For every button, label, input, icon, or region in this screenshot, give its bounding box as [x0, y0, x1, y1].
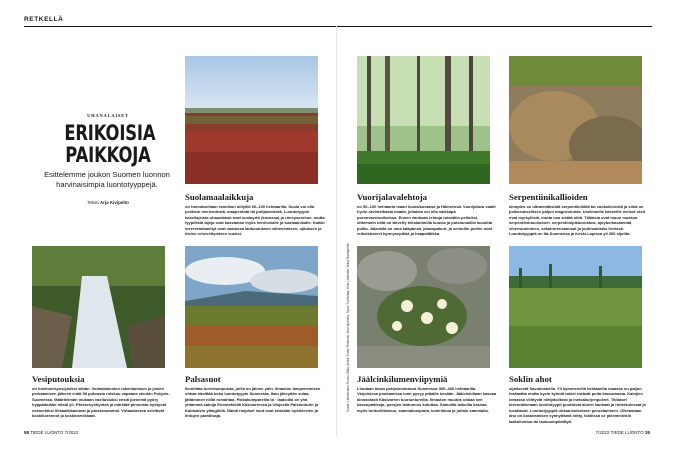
byline-author: Arja Kivipelto — [99, 200, 129, 205]
page-number-left: 58 — [24, 430, 30, 435]
article-subtitle: Esittelemme joukon Suomen luonnon harvinaisimpia luontotyyppejä. — [44, 170, 170, 189]
section-body: Löodaan aivan pohjoismmassa Suomessa 300–400 hehtaarilla. Varjoisissa poukamissa lumi pysyy pitkälle kesään. Jäälcinkillaan kasvaa alnnaolasti Käsivarren tuuriuntureilla. Ilmaston muutos uhkaa sen kasvupaikkoja, porojen laidunnus kuluttaa. Samoilla laikuilla kasvaa myös tunturilikaisuu, sammalvarpiota, lumirikkoa ja joitain sammalia. — [357, 385, 497, 413]
section-body: on 50–100 hehtaaria maan lounaisosassa ja Hämeessä. Vuorijalava vaatii hyvin ravinteikasta maata, jollaista voi olla vaikkapa puronvarsinotkoissa. Ennen vanhaan lehtoja raivattiin pelloiksi, sittemmin niitä on tärvelty tekolammilla kuusia ja puistomaiilla kuusitta puilla. Jalavalla on oma kääpänsä, jalavapakuri, ja sentoilin puihin ovat erikoistuneet kyrmysepikkä ja haapalätikka. — [357, 203, 496, 237]
section-title: Vesiputouksia — [32, 374, 85, 384]
header-rule — [24, 26, 652, 27]
magazine-name-left: TIEDE LUONTO — [30, 430, 64, 435]
photo-sokli-meadow — [509, 246, 642, 368]
section-salt-meadow — [185, 192, 325, 237]
page-gutter — [336, 26, 337, 436]
section-body: on harvakseltaan rannikon niityillä 60–100 hehtaarilla. Suola voi olla peräisin merivedestä, maaperästä tai pohjavedestä. Luontotyypin kasvilajeista uhanalaisia ovat suolayrtti (kuvassa) ja rönsysorsimo, mutta tyypillisiä lajeja ovat kasvaman myös meriluvialle ja suolaalnikalle. Kaikki merenrantaniityt ovat vaarassa laidunnuksen vähenemisen, ojituksen ja tiivien rehevöitymisen vuoksi. — [185, 203, 325, 237]
section-title: Serpentiinikallioiden — [509, 192, 588, 202]
section-body: sijaitsevat Savukoskella. Yli kymmenellä hehtaarilla maassa on paljon fosfaattia mutta hyvin kylmät talvet estävät puita kasvamasta. Kalojien lomassa viihtyvät niittyäsilkeat ja metsäkurjenpolvet. Tällaiset kivennäismaan luontotyypit puuttuvat alueet kankaat ja rinteetulevaat ja luvattavat. Luontotyyppiä uhkaa kaivoksen perustaminen. Olkeastaan aho on kaskeamisen synnyttämä niitty, fokilissa se pikemminkin laakoiluntua tai laukoumpilaittyä. — [509, 385, 646, 425]
section-label: RETKELLÄ — [24, 16, 64, 23]
section-serpentine — [509, 192, 649, 237]
photo-palsa-mire — [185, 246, 318, 368]
section-title: Vuorijalavalehtoja — [357, 192, 428, 202]
article-eyebrow: UHANALAISET — [87, 113, 129, 118]
section-title: Suolamaalaikkuja — [185, 192, 254, 202]
photo-elm-grove — [357, 56, 490, 184]
photo-salt-meadow — [185, 56, 318, 184]
section-body: kinnples on ultraemäksistä serpentiinikiltä tai vuoksikivestä ja siinä on poikkeuksellisen paljon magnesiumia. Uselmmille kasveille meiset oloit ovat myrkyllisiä, mutta osa sietää niitä. Tällaisia ovat muun muassa serpentiiniraunioinen, serpentiinipikkuruskea, ajoyberkasammal, viherraunioinen, sekahirrensammal ja jouhisaniaiss lievissä. Luontotyyppiä on Itä-Suomessa ja Keski-Lapissa yli 300 sijoilta. — [509, 203, 646, 237]
footer-right — [596, 430, 650, 435]
section-snowbed — [357, 374, 497, 413]
section-title: Jäälcinkilumenviipymiä — [357, 374, 448, 384]
section-body: Ikoniittaa turvekumpuista, joilla on jäinen ydin. Ilmaston lämpenemisen ohkaa hävittää koko luontotyypin Suomesta. Ikan jäkeydän sulaa, jättäminen niillä romahtaa. Palsakumpareilla ta · laakoilla on yhä yhtämmä sakoja Enontekiöllä Käsivarressa ja Utsjoella Paistunturin ja Kaldoaivin ylängöillä. Nämä rimpiset suot ovat keskään hyötelevien ja lintujen paratiisaja. — [185, 385, 321, 419]
magazine-name-right: TIEDE LUONTO — [610, 430, 644, 435]
section-elm-grove — [357, 192, 497, 237]
section-title: Soklin ahot — [509, 374, 552, 384]
issue-right: 7/2022 — [595, 430, 610, 435]
photo-waterfall — [32, 246, 165, 368]
footer-left — [24, 430, 78, 435]
section-body: on hovinneisyosiyisiksi sähän. Voimalaitosten rakentamisen ja jokien perkaamisen jälkeen enää 58 putousta roiskuu vapaana etenkin Pohjois-Suomessa. Määritelmän mukaan vaellusluksi ensiä pienemä pyöry hyppäämään niistä yli. Pärskevyöhynteä ja märkätä pinnoista hyötyvät esimerkiksi lihkaaläisammal ja pärskesammal. Virtaaduesea selviävät koskikorennot ja koskivarvikkaat. — [32, 385, 170, 419]
issue-left: 7/2022 — [64, 430, 79, 435]
section-palsa — [185, 374, 325, 419]
photo-mountain-avens — [357, 246, 490, 368]
page-number-right: 35 — [644, 430, 650, 435]
section-sokli — [509, 374, 649, 425]
photo-serpentine-rock — [509, 56, 642, 184]
section-waterfalls — [32, 374, 172, 419]
byline — [48, 200, 168, 205]
section-title: Palsasuot — [185, 374, 221, 384]
byline-label: Teksti — [87, 200, 99, 205]
photo-credit: Kuvat: Lintukeskus Ruusu Sälla, Arolik Touhe Roslerta, Jan Hyvönen, Tapio Tuohimaa, Kirsi Lindholm, Niina Rautapelta — [346, 243, 350, 412]
article-title: ERIKOISIA PAIKKOJA — [64, 121, 156, 167]
